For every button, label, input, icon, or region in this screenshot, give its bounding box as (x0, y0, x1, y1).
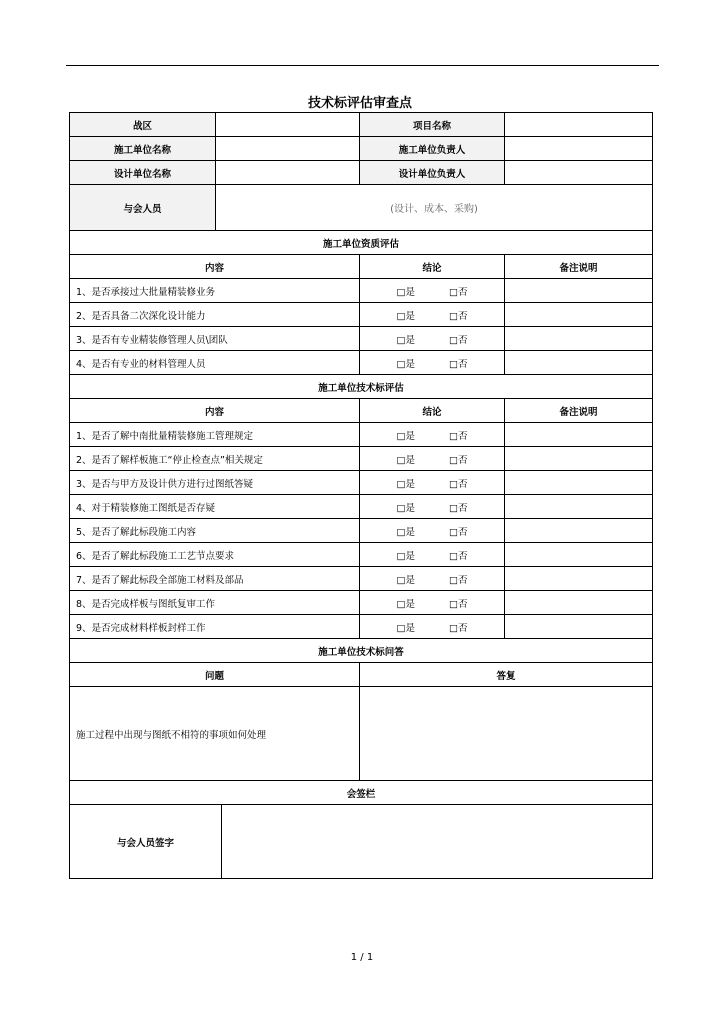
technical-item: 8、是否完成样板与图纸复审工作 (70, 591, 360, 615)
qualification-section-row (70, 231, 653, 255)
zone-row (70, 113, 653, 137)
remarks-cell[interactable] (505, 351, 653, 375)
yes-checkbox[interactable]: □是 (396, 598, 415, 610)
yes-checkbox[interactable]: □是 (396, 550, 415, 562)
technical-item: 6、是否了解此标段施工工艺节点要求 (70, 543, 360, 567)
technical-section-row (70, 375, 653, 399)
qa-col-question: 问题 (70, 663, 360, 687)
remarks-cell[interactable] (505, 567, 653, 591)
table-row (70, 567, 653, 591)
qualification-col-remarks: 备注说明 (505, 255, 653, 279)
contractor-lead-value[interactable] (505, 137, 653, 161)
remarks-cell[interactable] (505, 615, 653, 639)
table-row (70, 303, 653, 327)
remarks-cell[interactable] (505, 543, 653, 567)
table-row (70, 471, 653, 495)
remarks-cell[interactable] (505, 471, 653, 495)
designer-row (70, 161, 653, 185)
technical-item: 3、是否与甲方及设计供方进行过图纸答疑 (70, 471, 360, 495)
conclusion-checkboxes (360, 303, 505, 327)
evaluation-form (69, 112, 653, 879)
qa-section-row (70, 639, 653, 663)
qa-header-row (70, 663, 653, 687)
technical-item: 9、是否完成材料样板封样工作 (70, 615, 360, 639)
yes-checkbox[interactable]: □是 (396, 286, 415, 298)
yes-checkbox[interactable]: □是 (396, 358, 415, 370)
qa-section-title: 施工单位技术标问答 (70, 639, 653, 663)
technical-item: 1、是否了解中南批量精装修施工管理规定 (70, 423, 360, 447)
qualification-section-title: 施工单位资质评估 (70, 231, 653, 255)
contractor-row (70, 137, 653, 161)
conclusion-checkboxes (360, 351, 505, 375)
table-row (70, 327, 653, 351)
technical-item: 4、对于精装修施工图纸是否存疑 (70, 495, 360, 519)
remarks-cell[interactable] (505, 519, 653, 543)
yes-checkbox[interactable]: □是 (396, 310, 415, 322)
yes-checkbox[interactable]: □是 (396, 574, 415, 586)
contractor-lead-label: 施工单位负责人 (360, 137, 505, 161)
conclusion-checkboxes (360, 423, 505, 447)
table-row (70, 519, 653, 543)
contractor-name-label: 施工单位名称 (70, 137, 216, 161)
conclusion-checkboxes (360, 471, 505, 495)
zone-value[interactable] (216, 113, 360, 137)
technical-col-conclusion: 结论 (360, 399, 505, 423)
technical-header-row (70, 399, 653, 423)
attendees-value[interactable]: (设计、成本、采购) (216, 185, 653, 231)
document-title: 技术标评估审查点 (307, 96, 412, 111)
qualification-header-row (70, 255, 653, 279)
yes-checkbox[interactable]: □是 (396, 454, 415, 466)
no-checkbox[interactable]: □否 (449, 550, 468, 562)
qa-col-answer: 答复 (360, 663, 653, 687)
designer-lead-label: 设计单位负责人 (360, 161, 505, 185)
page-number: 1 / 1 (350, 952, 374, 963)
table-row (70, 351, 653, 375)
conclusion-checkboxes (360, 279, 505, 303)
remarks-cell[interactable] (505, 591, 653, 615)
contractor-name-value[interactable] (216, 137, 360, 161)
conclusion-checkboxes (360, 591, 505, 615)
no-checkbox[interactable]: □否 (449, 526, 468, 538)
remarks-cell[interactable] (505, 303, 653, 327)
qualification-item: 2、是否具备二次深化设计能力 (70, 303, 360, 327)
yes-checkbox[interactable]: □是 (396, 430, 415, 442)
technical-item: 2、是否了解样板施工“停止检查点”相关规定 (70, 447, 360, 471)
zone-label: 战区 (70, 113, 216, 137)
table-row (70, 615, 653, 639)
signoff-section-row (70, 781, 653, 805)
conclusion-checkboxes (360, 543, 505, 567)
designer-name-label: 设计单位名称 (70, 161, 216, 185)
qualification-col-conclusion: 结论 (360, 255, 505, 279)
conclusion-checkboxes (360, 519, 505, 543)
designer-lead-value[interactable] (505, 161, 653, 185)
no-checkbox[interactable]: □否 (449, 334, 468, 346)
no-checkbox[interactable]: □否 (449, 502, 468, 514)
qa-row (70, 687, 653, 781)
remarks-cell[interactable] (505, 423, 653, 447)
signature-area[interactable] (222, 805, 653, 879)
yes-checkbox[interactable]: □是 (396, 622, 415, 634)
no-checkbox[interactable]: □否 (449, 286, 468, 298)
yes-checkbox[interactable]: □是 (396, 502, 415, 514)
signature-label: 与会人员签字 (70, 805, 222, 879)
technical-col-remarks: 备注说明 (505, 399, 653, 423)
technical-col-content: 内容 (70, 399, 360, 423)
remarks-cell[interactable] (505, 327, 653, 351)
attendees-label: 与会人员 (70, 185, 216, 231)
attendees-row (70, 185, 653, 231)
conclusion-checkboxes (360, 447, 505, 471)
project-name-value[interactable] (505, 113, 653, 137)
remarks-cell[interactable] (505, 495, 653, 519)
qualification-col-content: 内容 (70, 255, 360, 279)
conclusion-checkboxes (360, 327, 505, 351)
qualification-item: 4、是否有专业的材料管理人员 (70, 351, 360, 375)
remarks-cell[interactable] (505, 447, 653, 471)
qa-answer[interactable] (360, 687, 653, 781)
no-checkbox[interactable]: □否 (449, 454, 468, 466)
table-row (70, 423, 653, 447)
yes-checkbox[interactable]: □是 (396, 526, 415, 538)
technical-item: 5、是否了解此标段施工内容 (70, 519, 360, 543)
conclusion-checkboxes (360, 567, 505, 591)
table-row (70, 279, 653, 303)
designer-name-value[interactable] (216, 161, 360, 185)
conclusion-checkboxes (360, 615, 505, 639)
no-checkbox[interactable]: □否 (449, 310, 468, 322)
qa-question: 施工过程中出现与图纸不相符的事项如何处理 (70, 687, 360, 781)
qualification-item: 1、是否承接过大批量精装修业务 (70, 279, 360, 303)
table-row (70, 447, 653, 471)
signoff-row (70, 805, 653, 879)
no-checkbox[interactable]: □否 (449, 598, 468, 610)
technical-item: 7、是否了解此标段全部施工材料及部品 (70, 567, 360, 591)
table-row (70, 591, 653, 615)
technical-section-title: 施工单位技术标评估 (70, 375, 653, 399)
qualification-item: 3、是否有专业精装修管理人员\团队 (70, 327, 360, 351)
remarks-cell[interactable] (505, 279, 653, 303)
table-row (70, 495, 653, 519)
no-checkbox[interactable]: □否 (449, 430, 468, 442)
yes-checkbox[interactable]: □是 (396, 334, 415, 346)
project-name-label: 项目名称 (360, 113, 505, 137)
signoff-section-title: 会签栏 (70, 781, 653, 805)
conclusion-checkboxes (360, 495, 505, 519)
no-checkbox[interactable]: □否 (449, 478, 468, 490)
no-checkbox[interactable]: □否 (449, 358, 468, 370)
table-row (70, 543, 653, 567)
header-rule (66, 65, 659, 66)
no-checkbox[interactable]: □否 (449, 574, 468, 586)
yes-checkbox[interactable]: □是 (396, 478, 415, 490)
no-checkbox[interactable]: □否 (449, 622, 468, 634)
